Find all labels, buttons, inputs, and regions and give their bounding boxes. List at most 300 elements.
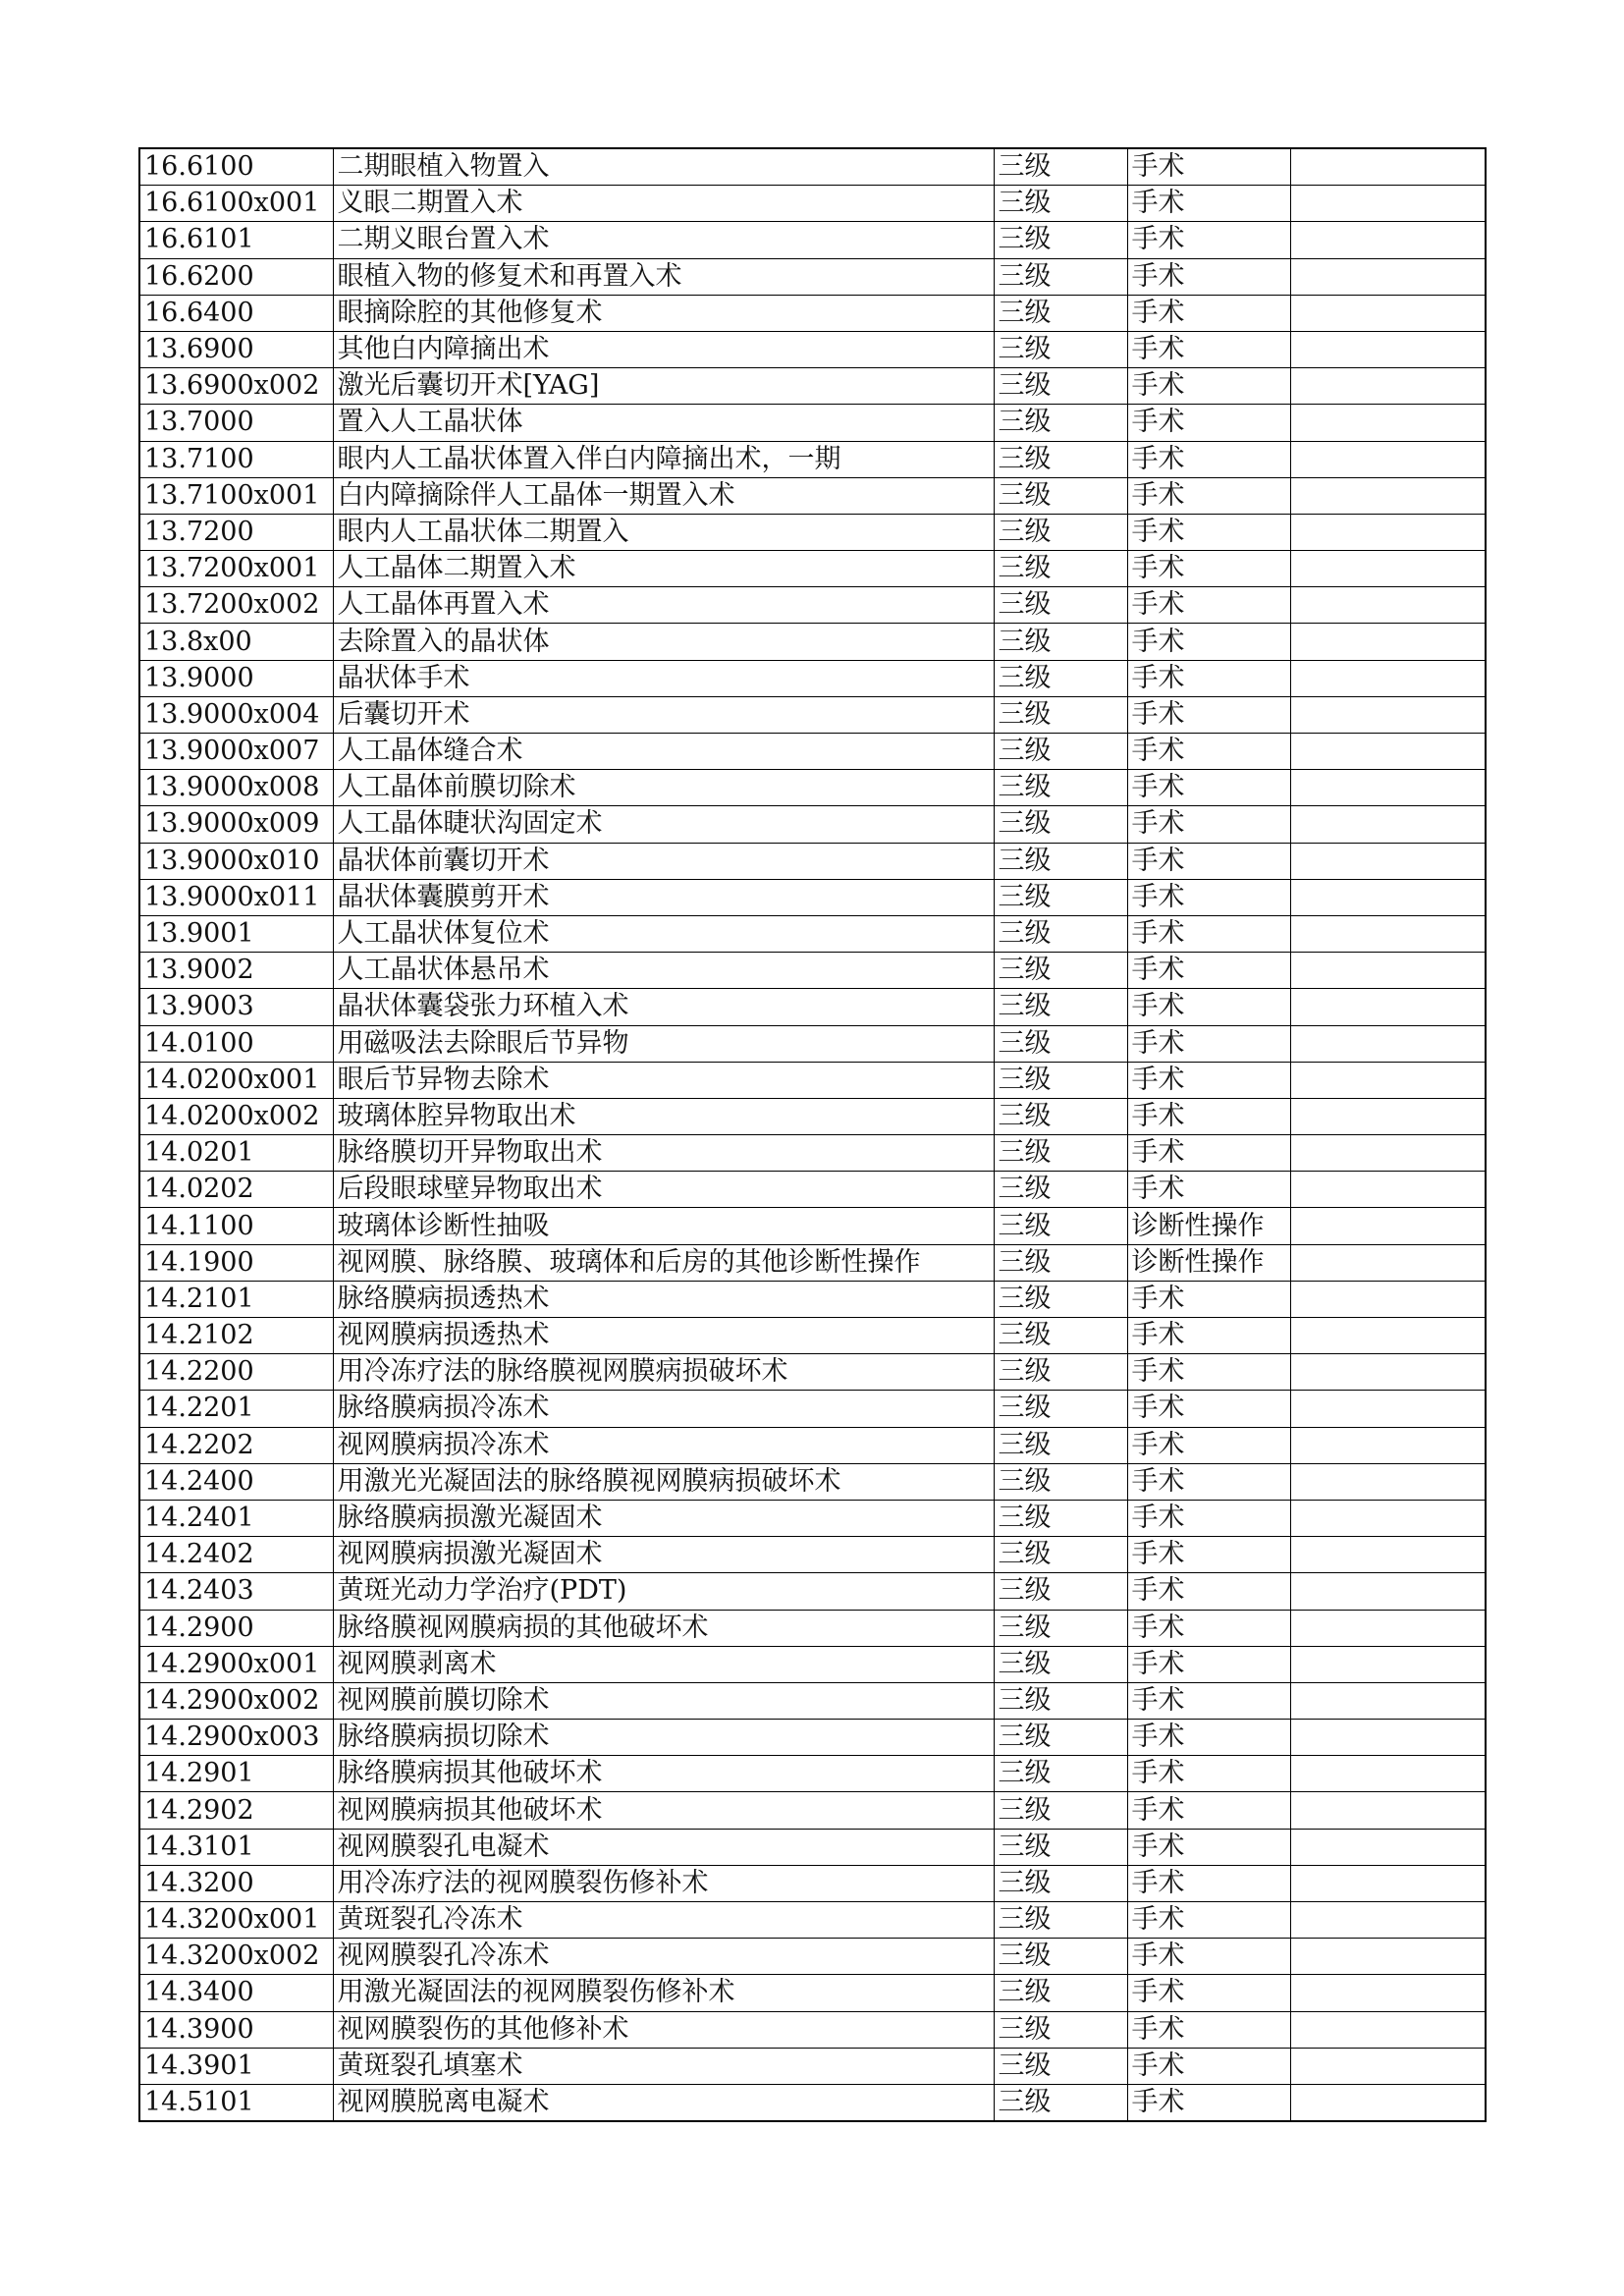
procedure-code-cell: 14.2403 xyxy=(139,1573,333,1610)
procedure-type-cell: 手术 xyxy=(1127,1427,1290,1463)
procedure-note-cell xyxy=(1290,2048,1486,2084)
procedure-note-cell xyxy=(1290,1573,1486,1610)
procedure-level-cell: 三级 xyxy=(994,624,1127,660)
procedure-note-cell xyxy=(1290,368,1486,405)
procedure-code-cell: 13.9000x008 xyxy=(139,770,333,806)
procedure-name-cell: 晶状体囊膜剪开术 xyxy=(333,879,994,915)
procedure-note-cell xyxy=(1290,1756,1486,1792)
table-row xyxy=(139,843,1486,879)
procedure-type-cell: 手术 xyxy=(1127,1792,1290,1829)
procedure-type-cell: 诊断性操作 xyxy=(1127,1244,1290,1281)
procedure-type-cell: 手术 xyxy=(1127,1500,1290,1536)
procedure-name-cell: 人工晶体缝合术 xyxy=(333,734,994,770)
procedure-code-cell: 13.7200 xyxy=(139,514,333,550)
table-row xyxy=(139,1318,1486,1354)
procedure-code-cell: 14.3101 xyxy=(139,1829,333,1865)
procedure-name-cell: 晶状体手术 xyxy=(333,660,994,696)
procedure-level-cell: 三级 xyxy=(994,1829,1127,1865)
procedure-note-cell xyxy=(1290,1682,1486,1719)
table-row xyxy=(139,1281,1486,1317)
procedure-level-cell: 三级 xyxy=(994,2084,1127,2121)
procedure-note-cell xyxy=(1290,1939,1486,1975)
procedure-name-cell: 二期眼植入物置入 xyxy=(333,148,994,186)
procedure-name-cell: 脉络膜视网膜病损的其他破坏术 xyxy=(333,1610,994,1646)
procedure-note-cell xyxy=(1290,1902,1486,1939)
procedure-level-cell: 三级 xyxy=(994,770,1127,806)
table-row xyxy=(139,806,1486,843)
procedure-type-cell: 手术 xyxy=(1127,331,1290,367)
procedure-type-cell: 手术 xyxy=(1127,587,1290,624)
procedure-type-cell: 手术 xyxy=(1127,258,1290,295)
procedure-name-cell: 人工晶状体悬吊术 xyxy=(333,953,994,989)
procedure-level-cell: 三级 xyxy=(994,514,1127,550)
procedure-code-cell: 13.9000 xyxy=(139,660,333,696)
procedure-code-cell: 13.7200x001 xyxy=(139,551,333,587)
table-row xyxy=(139,368,1486,405)
procedure-note-cell xyxy=(1290,806,1486,843)
procedure-type-cell: 手术 xyxy=(1127,1135,1290,1172)
procedure-code-cell: 14.3200x001 xyxy=(139,1902,333,1939)
table-row xyxy=(139,1098,1486,1134)
procedure-type-cell: 手术 xyxy=(1127,222,1290,258)
procedure-type-cell: 手术 xyxy=(1127,295,1290,331)
procedure-name-cell: 眼后节异物去除术 xyxy=(333,1062,994,1098)
procedure-note-cell xyxy=(1290,1610,1486,1646)
procedure-type-cell: 手术 xyxy=(1127,1573,1290,1610)
procedure-code-cell: 14.0201 xyxy=(139,1135,333,1172)
table-row xyxy=(139,1829,1486,1865)
procedure-code-cell: 14.0200x001 xyxy=(139,1062,333,1098)
procedure-type-cell: 手术 xyxy=(1127,2084,1290,2121)
procedure-code-cell: 14.3901 xyxy=(139,2048,333,2084)
procedure-level-cell: 三级 xyxy=(994,1062,1127,1098)
procedure-type-cell: 手术 xyxy=(1127,2011,1290,2048)
procedure-note-cell xyxy=(1290,1975,1486,2011)
procedure-type-cell: 手术 xyxy=(1127,441,1290,477)
procedure-code-cell: 13.9002 xyxy=(139,953,333,989)
procedure-note-cell xyxy=(1290,734,1486,770)
procedure-type-cell: 手术 xyxy=(1127,405,1290,441)
procedure-level-cell: 三级 xyxy=(994,1756,1127,1792)
procedure-name-cell: 脉络膜切开异物取出术 xyxy=(333,1135,994,1172)
procedure-type-cell: 手术 xyxy=(1127,879,1290,915)
procedure-name-cell: 视网膜脱离电凝术 xyxy=(333,2084,994,2121)
procedure-type-cell: 手术 xyxy=(1127,148,1290,186)
procedure-level-cell: 三级 xyxy=(994,734,1127,770)
procedure-table xyxy=(138,147,1487,2122)
procedure-type-cell: 手术 xyxy=(1127,696,1290,733)
procedure-note-cell xyxy=(1290,1208,1486,1244)
procedure-code-cell: 16.6100 xyxy=(139,148,333,186)
procedure-type-cell: 手术 xyxy=(1127,1062,1290,1098)
procedure-level-cell: 三级 xyxy=(994,915,1127,952)
table-row xyxy=(139,477,1486,514)
table-row xyxy=(139,1939,1486,1975)
procedure-code-cell: 13.9000x009 xyxy=(139,806,333,843)
procedure-level-cell: 三级 xyxy=(994,1646,1127,1682)
procedure-level-cell: 三级 xyxy=(994,1720,1127,1756)
procedure-note-cell xyxy=(1290,1318,1486,1354)
procedure-level-cell: 三级 xyxy=(994,1682,1127,1719)
procedure-code-cell: 14.1900 xyxy=(139,1244,333,1281)
procedure-code-cell: 16.6100x001 xyxy=(139,186,333,222)
procedure-type-cell: 手术 xyxy=(1127,1025,1290,1062)
procedure-level-cell: 三级 xyxy=(994,660,1127,696)
procedure-level-cell: 三级 xyxy=(994,295,1127,331)
procedure-name-cell: 眼内人工晶状体置入伴白内障摘出术，一期 xyxy=(333,441,994,477)
procedure-level-cell: 三级 xyxy=(994,1500,1127,1536)
procedure-level-cell: 三级 xyxy=(994,1902,1127,1939)
procedure-type-cell: 手术 xyxy=(1127,1318,1290,1354)
procedure-type-cell: 手术 xyxy=(1127,1537,1290,1573)
procedure-level-cell: 三级 xyxy=(994,1244,1127,1281)
procedure-note-cell xyxy=(1290,696,1486,733)
procedure-code-cell: 13.7200x002 xyxy=(139,587,333,624)
procedure-name-cell: 义眼二期置入术 xyxy=(333,186,994,222)
procedure-level-cell: 三级 xyxy=(994,1172,1127,1208)
table-row xyxy=(139,1646,1486,1682)
procedure-name-cell: 视网膜剥离术 xyxy=(333,1646,994,1682)
procedure-level-cell: 三级 xyxy=(994,148,1127,186)
procedure-note-cell xyxy=(1290,1025,1486,1062)
procedure-type-cell: 手术 xyxy=(1127,1391,1290,1427)
table-row xyxy=(139,696,1486,733)
procedure-note-cell xyxy=(1290,843,1486,879)
procedure-level-cell: 三级 xyxy=(994,2048,1127,2084)
procedure-code-cell: 13.6900 xyxy=(139,331,333,367)
table-row xyxy=(139,1756,1486,1792)
table-row xyxy=(139,770,1486,806)
procedure-name-cell: 视网膜病损激光凝固术 xyxy=(333,1537,994,1573)
procedure-code-cell: 14.3200x002 xyxy=(139,1939,333,1975)
procedure-name-cell: 晶状体前囊切开术 xyxy=(333,843,994,879)
procedure-code-cell: 13.7100x001 xyxy=(139,477,333,514)
procedure-name-cell: 后段眼球壁异物取出术 xyxy=(333,1172,994,1208)
procedure-level-cell: 三级 xyxy=(994,1610,1127,1646)
procedure-table-body xyxy=(139,148,1486,2121)
procedure-type-cell: 手术 xyxy=(1127,551,1290,587)
procedure-note-cell xyxy=(1290,1427,1486,1463)
procedure-name-cell: 视网膜病损冷冻术 xyxy=(333,1427,994,1463)
procedure-code-cell: 13.8x00 xyxy=(139,624,333,660)
table-row xyxy=(139,2084,1486,2121)
procedure-level-cell: 三级 xyxy=(994,587,1127,624)
procedure-code-cell: 13.9003 xyxy=(139,989,333,1025)
procedure-name-cell: 眼内人工晶状体二期置入 xyxy=(333,514,994,550)
procedure-note-cell xyxy=(1290,953,1486,989)
procedure-level-cell: 三级 xyxy=(994,806,1127,843)
procedure-type-cell: 手术 xyxy=(1127,843,1290,879)
procedure-name-cell: 黄斑裂孔冷冻术 xyxy=(333,1902,994,1939)
procedure-code-cell: 14.2202 xyxy=(139,1427,333,1463)
table-row xyxy=(139,1573,1486,1610)
procedure-type-cell: 手术 xyxy=(1127,186,1290,222)
procedure-level-cell: 三级 xyxy=(994,551,1127,587)
procedure-code-cell: 13.9000x010 xyxy=(139,843,333,879)
procedure-code-cell: 13.9000x004 xyxy=(139,696,333,733)
procedure-note-cell xyxy=(1290,1098,1486,1134)
table-row xyxy=(139,1682,1486,1719)
procedure-name-cell: 人工晶状体复位术 xyxy=(333,915,994,952)
table-row xyxy=(139,405,1486,441)
procedure-note-cell xyxy=(1290,551,1486,587)
procedure-note-cell xyxy=(1290,477,1486,514)
table-row xyxy=(139,734,1486,770)
procedure-code-cell: 14.2102 xyxy=(139,1318,333,1354)
procedure-name-cell: 玻璃体腔异物取出术 xyxy=(333,1098,994,1134)
table-row xyxy=(139,186,1486,222)
procedure-name-cell: 用冷冻疗法的脉络膜视网膜病损破坏术 xyxy=(333,1354,994,1391)
procedure-note-cell xyxy=(1290,660,1486,696)
table-row xyxy=(139,1902,1486,1939)
procedure-level-cell: 三级 xyxy=(994,441,1127,477)
procedure-type-cell: 手术 xyxy=(1127,1865,1290,1901)
procedure-type-cell: 手术 xyxy=(1127,624,1290,660)
procedure-name-cell: 脉络膜病损冷冻术 xyxy=(333,1391,994,1427)
table-row xyxy=(139,514,1486,550)
procedure-code-cell: 14.2400 xyxy=(139,1463,333,1500)
procedure-note-cell xyxy=(1290,405,1486,441)
procedure-code-cell: 14.2902 xyxy=(139,1792,333,1829)
procedure-name-cell: 玻璃体诊断性抽吸 xyxy=(333,1208,994,1244)
procedure-code-cell: 13.7100 xyxy=(139,441,333,477)
procedure-level-cell: 三级 xyxy=(994,477,1127,514)
procedure-note-cell xyxy=(1290,441,1486,477)
procedure-code-cell: 14.0100 xyxy=(139,1025,333,1062)
procedure-note-cell xyxy=(1290,2084,1486,2121)
procedure-note-cell xyxy=(1290,331,1486,367)
procedure-level-cell: 三级 xyxy=(994,368,1127,405)
procedure-name-cell: 脉络膜病损激光凝固术 xyxy=(333,1500,994,1536)
table-row xyxy=(139,222,1486,258)
procedure-level-cell: 三级 xyxy=(994,1792,1127,1829)
procedure-level-cell: 三级 xyxy=(994,989,1127,1025)
procedure-name-cell: 黄斑裂孔填塞术 xyxy=(333,2048,994,2084)
procedure-level-cell: 三级 xyxy=(994,953,1127,989)
procedure-name-cell: 视网膜病损透热术 xyxy=(333,1318,994,1354)
procedure-note-cell xyxy=(1290,879,1486,915)
table-row xyxy=(139,660,1486,696)
procedure-code-cell: 14.2900 xyxy=(139,1610,333,1646)
procedure-level-cell: 三级 xyxy=(994,186,1127,222)
procedure-code-cell: 16.6101 xyxy=(139,222,333,258)
procedure-note-cell xyxy=(1290,514,1486,550)
procedure-name-cell: 置入人工晶状体 xyxy=(333,405,994,441)
procedure-level-cell: 三级 xyxy=(994,331,1127,367)
procedure-name-cell: 视网膜、脉络膜、玻璃体和后房的其他诊断性操作 xyxy=(333,1244,994,1281)
procedure-code-cell: 16.6400 xyxy=(139,295,333,331)
procedure-type-cell: 手术 xyxy=(1127,1610,1290,1646)
procedure-note-cell xyxy=(1290,295,1486,331)
procedure-code-cell: 14.3400 xyxy=(139,1975,333,2011)
procedure-note-cell xyxy=(1290,1646,1486,1682)
procedure-level-cell: 三级 xyxy=(994,2011,1127,2048)
table-row xyxy=(139,258,1486,295)
procedure-level-cell: 三级 xyxy=(994,1135,1127,1172)
procedure-level-cell: 三级 xyxy=(994,1208,1127,1244)
procedure-note-cell xyxy=(1290,1244,1486,1281)
table-row xyxy=(139,915,1486,952)
procedure-level-cell: 三级 xyxy=(994,1427,1127,1463)
procedure-type-cell: 手术 xyxy=(1127,1756,1290,1792)
procedure-type-cell: 手术 xyxy=(1127,915,1290,952)
procedure-name-cell: 去除置入的晶状体 xyxy=(333,624,994,660)
table-row xyxy=(139,1172,1486,1208)
procedure-level-cell: 三级 xyxy=(994,1281,1127,1317)
procedure-type-cell: 手术 xyxy=(1127,1902,1290,1939)
procedure-note-cell xyxy=(1290,1135,1486,1172)
procedure-level-cell: 三级 xyxy=(994,1463,1127,1500)
procedure-name-cell: 人工晶体再置入术 xyxy=(333,587,994,624)
procedure-note-cell xyxy=(1290,148,1486,186)
procedure-name-cell: 黄斑光动力学治疗(PDT) xyxy=(333,1573,994,1610)
table-row xyxy=(139,1208,1486,1244)
table-row xyxy=(139,2011,1486,2048)
procedure-name-cell: 白内障摘除伴人工晶体一期置入术 xyxy=(333,477,994,514)
procedure-name-cell: 二期义眼台置入术 xyxy=(333,222,994,258)
procedure-name-cell: 视网膜裂孔冷冻术 xyxy=(333,1939,994,1975)
procedure-type-cell: 手术 xyxy=(1127,514,1290,550)
procedure-level-cell: 三级 xyxy=(994,1573,1127,1610)
procedure-note-cell xyxy=(1290,2011,1486,2048)
table-row xyxy=(139,1792,1486,1829)
procedure-level-cell: 三级 xyxy=(994,879,1127,915)
procedure-note-cell xyxy=(1290,1865,1486,1901)
procedure-type-cell: 手术 xyxy=(1127,1720,1290,1756)
procedure-type-cell: 手术 xyxy=(1127,734,1290,770)
procedure-code-cell: 14.2900x003 xyxy=(139,1720,333,1756)
procedure-code-cell: 13.7000 xyxy=(139,405,333,441)
table-row xyxy=(139,989,1486,1025)
table-row xyxy=(139,295,1486,331)
procedure-note-cell xyxy=(1290,1281,1486,1317)
procedure-note-cell xyxy=(1290,1463,1486,1500)
procedure-note-cell xyxy=(1290,1720,1486,1756)
procedure-note-cell xyxy=(1290,1062,1486,1098)
procedure-code-cell: 14.0200x002 xyxy=(139,1098,333,1134)
procedure-type-cell: 手术 xyxy=(1127,953,1290,989)
procedure-name-cell: 视网膜前膜切除术 xyxy=(333,1682,994,1719)
procedure-note-cell xyxy=(1290,1172,1486,1208)
table-row xyxy=(139,624,1486,660)
procedure-note-cell xyxy=(1290,770,1486,806)
procedure-name-cell: 视网膜病损其他破坏术 xyxy=(333,1792,994,1829)
table-row xyxy=(139,148,1486,186)
procedure-name-cell: 视网膜裂孔电凝术 xyxy=(333,1829,994,1865)
table-row xyxy=(139,551,1486,587)
procedure-type-cell: 手术 xyxy=(1127,806,1290,843)
procedure-type-cell: 手术 xyxy=(1127,989,1290,1025)
procedure-code-cell: 14.2900x001 xyxy=(139,1646,333,1682)
table-row xyxy=(139,1244,1486,1281)
table-row xyxy=(139,587,1486,624)
table-row xyxy=(139,1354,1486,1391)
procedure-type-cell: 手术 xyxy=(1127,1354,1290,1391)
procedure-note-cell xyxy=(1290,222,1486,258)
table-row xyxy=(139,1720,1486,1756)
procedure-level-cell: 三级 xyxy=(994,1391,1127,1427)
table-row xyxy=(139,953,1486,989)
procedure-name-cell: 眼摘除腔的其他修复术 xyxy=(333,295,994,331)
procedure-name-cell: 用磁吸法去除眼后节异物 xyxy=(333,1025,994,1062)
table-row xyxy=(139,1427,1486,1463)
procedure-note-cell xyxy=(1290,1829,1486,1865)
table-row xyxy=(139,1865,1486,1901)
procedure-code-cell: 14.3900 xyxy=(139,2011,333,2048)
procedure-note-cell xyxy=(1290,624,1486,660)
procedure-level-cell: 三级 xyxy=(994,1025,1127,1062)
procedure-type-cell: 手术 xyxy=(1127,660,1290,696)
procedure-type-cell: 手术 xyxy=(1127,770,1290,806)
table-row xyxy=(139,1975,1486,2011)
procedure-level-cell: 三级 xyxy=(994,843,1127,879)
procedure-note-cell xyxy=(1290,1500,1486,1536)
procedure-type-cell: 手术 xyxy=(1127,1463,1290,1500)
procedure-level-cell: 三级 xyxy=(994,696,1127,733)
procedure-note-cell xyxy=(1290,1792,1486,1829)
procedure-note-cell xyxy=(1290,1391,1486,1427)
procedure-level-cell: 三级 xyxy=(994,1318,1127,1354)
procedure-code-cell: 14.5101 xyxy=(139,2084,333,2121)
procedure-type-cell: 手术 xyxy=(1127,1939,1290,1975)
procedure-type-cell: 手术 xyxy=(1127,1281,1290,1317)
table-row xyxy=(139,1025,1486,1062)
procedure-level-cell: 三级 xyxy=(994,1354,1127,1391)
procedure-name-cell: 人工晶体睫状沟固定术 xyxy=(333,806,994,843)
procedure-name-cell: 眼植入物的修复术和再置入术 xyxy=(333,258,994,295)
procedure-note-cell xyxy=(1290,1537,1486,1573)
procedure-code-cell: 14.2401 xyxy=(139,1500,333,1536)
table-row xyxy=(139,1463,1486,1500)
table-row xyxy=(139,1610,1486,1646)
procedure-note-cell xyxy=(1290,186,1486,222)
table-row xyxy=(139,441,1486,477)
procedure-code-cell: 14.2101 xyxy=(139,1281,333,1317)
table-row xyxy=(139,879,1486,915)
procedure-name-cell: 脉络膜病损透热术 xyxy=(333,1281,994,1317)
procedure-type-cell: 手术 xyxy=(1127,2048,1290,2084)
procedure-code-cell: 14.0202 xyxy=(139,1172,333,1208)
table-row xyxy=(139,1537,1486,1573)
procedure-code-cell: 14.2900x002 xyxy=(139,1682,333,1719)
table-row xyxy=(139,1500,1486,1536)
procedure-type-cell: 手术 xyxy=(1127,1646,1290,1682)
procedure-type-cell: 手术 xyxy=(1127,1829,1290,1865)
procedure-name-cell: 用冷冻疗法的视网膜裂伤修补术 xyxy=(333,1865,994,1901)
procedure-type-cell: 手术 xyxy=(1127,1682,1290,1719)
procedure-type-cell: 诊断性操作 xyxy=(1127,1208,1290,1244)
procedure-code-cell: 14.2200 xyxy=(139,1354,333,1391)
procedure-type-cell: 手术 xyxy=(1127,1975,1290,2011)
procedure-note-cell xyxy=(1290,915,1486,952)
procedure-note-cell xyxy=(1290,1354,1486,1391)
procedure-code-cell: 14.2901 xyxy=(139,1756,333,1792)
procedure-code-cell: 13.9001 xyxy=(139,915,333,952)
procedure-name-cell: 用激光光凝固法的脉络膜视网膜病损破坏术 xyxy=(333,1463,994,1500)
table-row xyxy=(139,2048,1486,2084)
procedure-level-cell: 三级 xyxy=(994,1537,1127,1573)
procedure-code-cell: 13.9000x007 xyxy=(139,734,333,770)
procedure-note-cell xyxy=(1290,258,1486,295)
procedure-name-cell: 激光后囊切开术[YAG] xyxy=(333,368,994,405)
procedure-name-cell: 视网膜裂伤的其他修补术 xyxy=(333,2011,994,2048)
procedure-name-cell: 人工晶体前膜切除术 xyxy=(333,770,994,806)
procedure-code-cell: 16.6200 xyxy=(139,258,333,295)
procedure-code-cell: 14.2402 xyxy=(139,1537,333,1573)
procedure-name-cell: 人工晶体二期置入术 xyxy=(333,551,994,587)
procedure-type-cell: 手术 xyxy=(1127,477,1290,514)
procedure-note-cell xyxy=(1290,989,1486,1025)
